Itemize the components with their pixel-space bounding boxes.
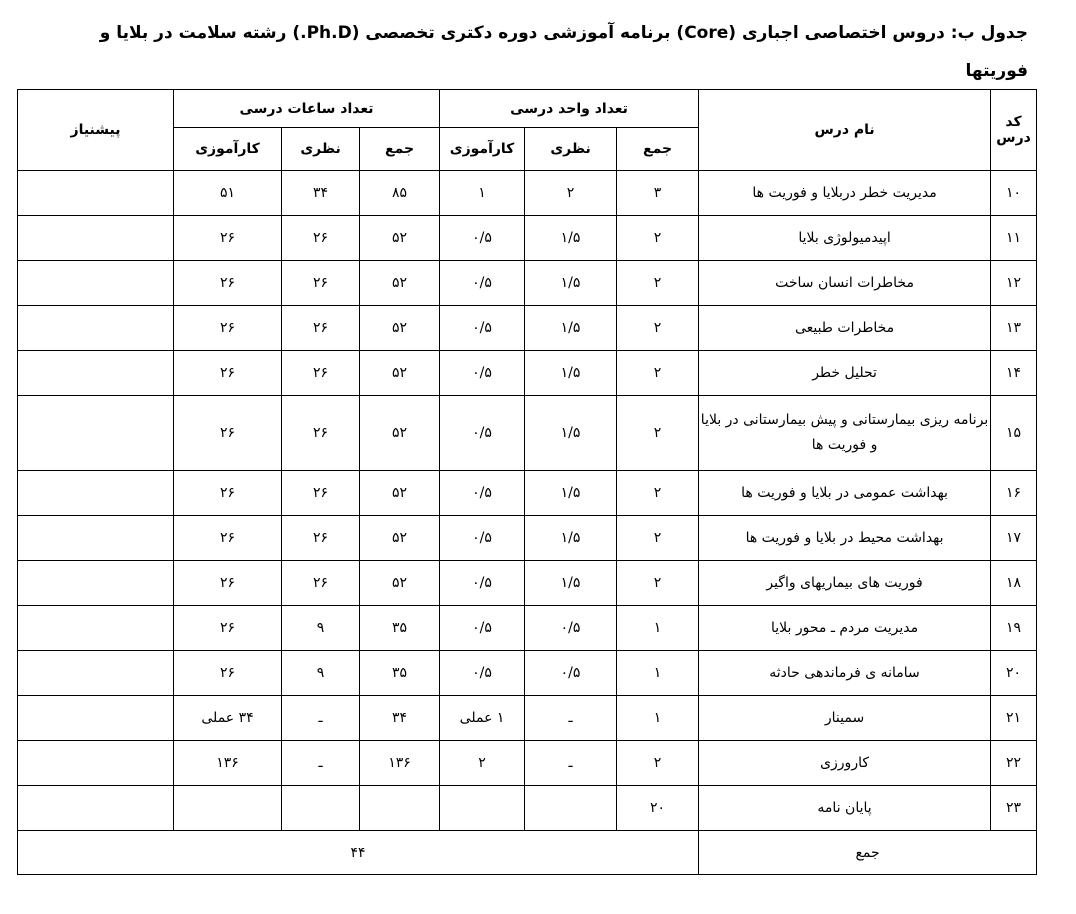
table-row	[18, 171, 1037, 216]
hours-practical	[174, 786, 282, 831]
hours-total: ۵۲	[360, 306, 440, 351]
header-units-group: تعداد واحد درسی	[440, 90, 699, 128]
units-practical: ۱ عملی	[440, 696, 525, 741]
units-theory: ۱/۵	[525, 261, 617, 306]
table-row	[18, 396, 1037, 471]
units-total: ۲	[617, 516, 699, 561]
units-practical: ۰/۵	[440, 261, 525, 306]
hours-practical: ۳۴ عملی	[174, 696, 282, 741]
units-total: ۱	[617, 651, 699, 696]
course-name: بهداشت محیط در بلایا و فوریت ها	[699, 516, 991, 561]
footer-total-value: ۴۴	[18, 831, 699, 875]
hours-total: ۵۲	[360, 516, 440, 561]
course-code: ۱۳	[991, 306, 1037, 351]
units-theory: ۱/۵	[525, 306, 617, 351]
prerequisite	[18, 561, 174, 606]
course-name: تحلیل خطر	[699, 351, 991, 396]
course-code: ۲۲	[991, 741, 1037, 786]
units-practical: ۰/۵	[440, 351, 525, 396]
prerequisite	[18, 696, 174, 741]
course-code: ۱۶	[991, 471, 1037, 516]
hours-practical: ۲۶	[174, 306, 282, 351]
hours-total: ۵۲	[360, 216, 440, 261]
header-units-practical: کارآموزی	[440, 128, 525, 171]
units-practical: ۰/۵	[440, 216, 525, 261]
hours-theory: ۲۶	[282, 471, 360, 516]
units-total: ۲	[617, 741, 699, 786]
table-row	[18, 516, 1037, 561]
units-practical	[440, 786, 525, 831]
units-total: ۲	[617, 561, 699, 606]
hours-total: ۸۵	[360, 171, 440, 216]
header-units-theory: نظری	[525, 128, 617, 171]
course-code: ۱۵	[991, 396, 1037, 471]
prerequisite	[18, 351, 174, 396]
hours-theory: ۲۶	[282, 396, 360, 471]
course-name: برنامه ریزی بیمارستانی و پیش بیمارستانی در بلایا و فوریت ها	[699, 396, 991, 471]
prerequisite	[18, 216, 174, 261]
hours-practical: ۲۶	[174, 351, 282, 396]
units-theory: ـ	[525, 696, 617, 741]
units-theory: ۰/۵	[525, 606, 617, 651]
course-code: ۱۱	[991, 216, 1037, 261]
hours-total: ۵۲	[360, 471, 440, 516]
prerequisite	[18, 171, 174, 216]
course-name: اپیدمیولوژی بلایا	[699, 216, 991, 261]
units-theory: ۲	[525, 171, 617, 216]
hours-theory: ـ	[282, 696, 360, 741]
course-code: ۱۸	[991, 561, 1037, 606]
table-row	[18, 741, 1037, 786]
hours-theory: ۲۶	[282, 351, 360, 396]
hours-theory: ۹	[282, 606, 360, 651]
prerequisite	[18, 516, 174, 561]
units-practical: ۱	[440, 171, 525, 216]
header-hours-practical: کارآموزی	[174, 128, 282, 171]
hours-total: ۵۲	[360, 261, 440, 306]
hours-practical: ۵۱	[174, 171, 282, 216]
course-code: ۱۴	[991, 351, 1037, 396]
hours-theory: ۲۶	[282, 261, 360, 306]
hours-theory: ۲۶	[282, 561, 360, 606]
units-total: ۱	[617, 696, 699, 741]
table-row	[18, 561, 1037, 606]
prerequisite	[18, 741, 174, 786]
course-name: کارورزی	[699, 741, 991, 786]
units-theory: ۱/۵	[525, 351, 617, 396]
prerequisite	[18, 471, 174, 516]
units-total: ۲	[617, 396, 699, 471]
course-name: پایان نامه	[699, 786, 991, 831]
header-hours-total: جمع	[360, 128, 440, 171]
units-practical: ۰/۵	[440, 606, 525, 651]
header-code: کد درس	[991, 90, 1037, 171]
units-practical: ۰/۵	[440, 516, 525, 561]
course-name: سمینار	[699, 696, 991, 741]
header-prereq: پیشنیاز	[18, 90, 174, 171]
courses-table	[17, 89, 1037, 875]
hours-theory: ۳۴	[282, 171, 360, 216]
hours-total: ۳۵	[360, 651, 440, 696]
units-total: ۲	[617, 261, 699, 306]
prerequisite	[18, 396, 174, 471]
hours-theory: ۲۶	[282, 216, 360, 261]
table-row	[18, 216, 1037, 261]
course-code: ۲۱	[991, 696, 1037, 741]
hours-theory: ۲۶	[282, 516, 360, 561]
header-hours-group: تعداد ساعات درسی	[174, 90, 440, 128]
course-code: ۱۹	[991, 606, 1037, 651]
hours-theory: ـ	[282, 741, 360, 786]
hours-theory	[282, 786, 360, 831]
footer-total-label: جمع	[699, 831, 1037, 875]
units-practical: ۰/۵	[440, 471, 525, 516]
units-total: ۱	[617, 606, 699, 651]
hours-practical: ۱۳۶	[174, 741, 282, 786]
units-theory: ـ	[525, 741, 617, 786]
hours-total: ۵۲	[360, 561, 440, 606]
units-total: ۲	[617, 351, 699, 396]
course-code: ۲۰	[991, 651, 1037, 696]
units-total: ۲۰	[617, 786, 699, 831]
course-code: ۲۳	[991, 786, 1037, 831]
hours-total: ۳۵	[360, 606, 440, 651]
table-row	[18, 351, 1037, 396]
table-row	[18, 306, 1037, 351]
hours-total: ۳۴	[360, 696, 440, 741]
units-theory: ۱/۵	[525, 561, 617, 606]
hours-total	[360, 786, 440, 831]
units-theory: ۱/۵	[525, 516, 617, 561]
course-code: ۱۲	[991, 261, 1037, 306]
course-name: مخاطرات انسان ساخت	[699, 261, 991, 306]
units-practical: ۰/۵	[440, 306, 525, 351]
course-name: مدیریت خطر دربلایا و فوریت ها	[699, 171, 991, 216]
prerequisite	[18, 786, 174, 831]
course-code: ۱۰	[991, 171, 1037, 216]
hours-practical: ۲۶	[174, 396, 282, 471]
units-theory: ۱/۵	[525, 396, 617, 471]
hours-total: ۵۲	[360, 396, 440, 471]
hours-theory: ۹	[282, 651, 360, 696]
table-row	[18, 261, 1037, 306]
hours-practical: ۲۶	[174, 651, 282, 696]
course-name: بهداشت عمومی در بلایا و فوریت ها	[699, 471, 991, 516]
header-name: نام درس	[699, 90, 991, 171]
units-practical: ۲	[440, 741, 525, 786]
units-practical: ۰/۵	[440, 561, 525, 606]
units-theory	[525, 786, 617, 831]
hours-theory: ۲۶	[282, 306, 360, 351]
units-total: ۲	[617, 216, 699, 261]
course-name: فوریت های بیماریهای واگیر	[699, 561, 991, 606]
prerequisite	[18, 606, 174, 651]
units-theory: ۰/۵	[525, 651, 617, 696]
prerequisite	[18, 651, 174, 696]
course-name: مخاطرات طبیعی	[699, 306, 991, 351]
header-units-total: جمع	[617, 128, 699, 171]
hours-practical: ۲۶	[174, 261, 282, 306]
course-name: سامانه ی فرماندهی حادثه	[699, 651, 991, 696]
hours-practical: ۲۶	[174, 216, 282, 261]
course-code: ۱۷	[991, 516, 1037, 561]
units-total: ۲	[617, 306, 699, 351]
units-total: ۳	[617, 171, 699, 216]
course-name: مدیریت مردم ـ محور بلایا	[699, 606, 991, 651]
page-title: جدول ب: دروس اختصاصی اجباری (Core) برنامه آموزشی دوره دکتری تخصصی (Ph.D.) رشته سلامت در بلایا و فوریتها	[99, 23, 1028, 81]
units-total: ۲	[617, 471, 699, 516]
hours-practical: ۲۶	[174, 606, 282, 651]
table-row	[18, 606, 1037, 651]
hours-total: ۵۲	[360, 351, 440, 396]
hours-total: ۱۳۶	[360, 741, 440, 786]
hours-practical: ۲۶	[174, 471, 282, 516]
prerequisite	[18, 306, 174, 351]
units-theory: ۱/۵	[525, 216, 617, 261]
hours-practical: ۲۶	[174, 516, 282, 561]
header-hours-theory: نظری	[282, 128, 360, 171]
units-practical: ۰/۵	[440, 651, 525, 696]
table-row	[18, 651, 1037, 696]
units-practical: ۰/۵	[440, 396, 525, 471]
table-row	[18, 786, 1037, 831]
hours-practical: ۲۶	[174, 561, 282, 606]
prerequisite	[18, 261, 174, 306]
table-row	[18, 471, 1037, 516]
table-row	[18, 696, 1037, 741]
units-theory: ۱/۵	[525, 471, 617, 516]
